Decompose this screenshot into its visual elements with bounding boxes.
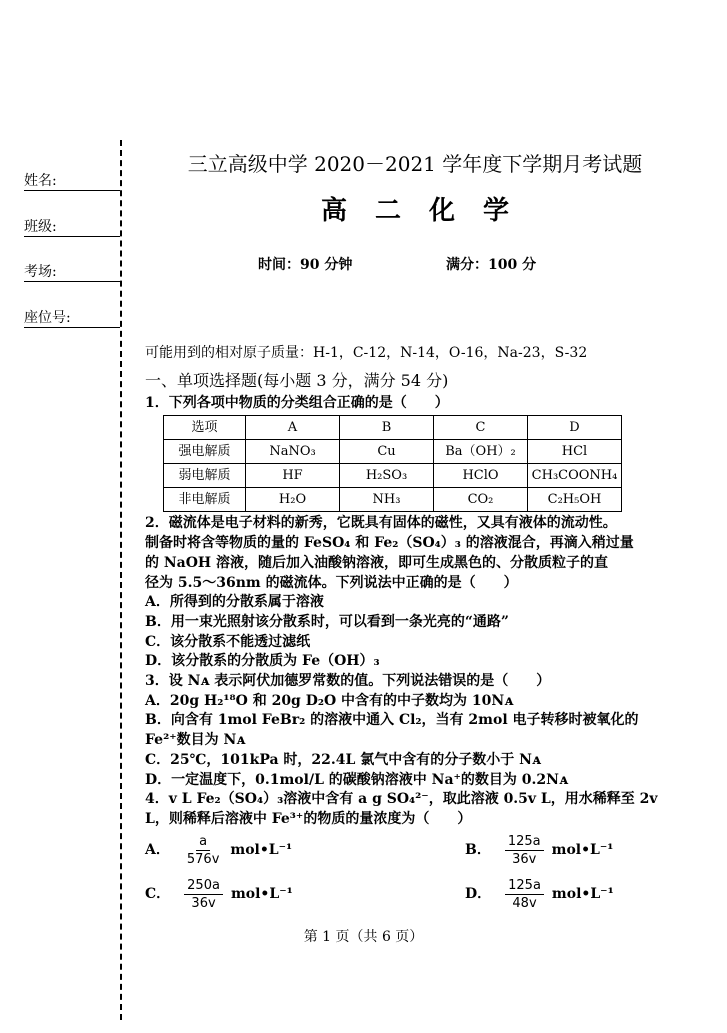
question-3-line: D．一定温度下，0.1mol/L 的碳酸钠溶液中 Na⁺的数目为 0.2Nᴀ <box>145 771 568 788</box>
full-score: 满分：100 分 <box>446 257 537 273</box>
table-cell: NH₃ <box>340 488 434 512</box>
question-3-line: 3．设 Nᴀ 表示阿伏加德罗常数的值。下列说法错误的是（ ） <box>145 673 551 690</box>
class-field: 班级: <box>24 220 120 237</box>
fraction <box>505 878 544 913</box>
table-cell: 弱电解质 <box>164 464 246 488</box>
question-3-line: Fe²⁺数目为 Nᴀ <box>145 732 246 749</box>
table-cell: NaNO₃ <box>246 440 340 464</box>
table-cell: HClO <box>434 464 528 488</box>
relative-atomic-masses: 可能用到的相对原子质量：H-1，C-12，N-14，O-16，Na-23，S-32 <box>145 345 588 361</box>
question-2-option: B．用一束光照射该分散系时，可以看到一条光亮的“通路” <box>145 613 509 630</box>
question-3-line: A．20g H₂¹⁸O 和 20g D₂O 中含有的中子数均为 10Nᴀ <box>145 692 514 709</box>
question-2-line: 制备时将含等物质的量的 FeSO₄ 和 Fe₂（SO₄）₃ 的溶液混合，再滴入稍过量 <box>145 535 634 552</box>
seat-number-field: 座位号: <box>24 311 120 328</box>
page-footer: 第 1 页（共 6 页） <box>303 929 424 945</box>
question-3-line: B．向含有 1mol FeBr₂ 的溶液中通入 Cl₂，当有 2mol 电子转移时被氧化的 <box>145 712 639 729</box>
fraction-numerator: 125a <box>505 878 544 895</box>
fraction-numerator: 250a <box>184 878 223 895</box>
exam-time: 时间：90 分钟 <box>258 257 353 273</box>
table-cell: CH₃COONH₄ <box>528 464 622 488</box>
table-cell: D <box>528 416 622 440</box>
fraction-denominator: 36v <box>191 895 216 911</box>
table-cell: H₂O <box>246 488 340 512</box>
table-cell: Cu <box>340 440 434 464</box>
question-2-line: 径为 5.5～36nm 的磁流体。下列说法中正确的是（ ） <box>145 574 518 591</box>
question-4-option <box>145 878 293 913</box>
exam-content <box>145 344 658 928</box>
option-label: D． <box>465 886 492 903</box>
option-label: A． <box>145 842 170 859</box>
fraction-numerator: a <box>196 834 210 851</box>
table-cell: 强电解质 <box>164 440 246 464</box>
unit: mol•L⁻¹ <box>551 842 614 859</box>
question-2-option: D．该分散系的分散质为 Fe（OH）₃ <box>145 653 380 670</box>
table-row <box>164 488 622 512</box>
question-3-line: C．25℃，101kPa 时，22.4L 氯气中含有的分子数小于 Nᴀ <box>145 751 541 768</box>
binding-margin-line <box>120 140 122 1020</box>
question-4-option <box>145 834 292 869</box>
unit: mol•L⁻¹ <box>230 886 293 903</box>
table-row <box>164 416 622 440</box>
name-field: 姓名: <box>24 174 120 191</box>
table-cell: C <box>434 416 528 440</box>
table-cell: 选项 <box>164 416 246 440</box>
table-cell: 非电解质 <box>164 488 246 512</box>
question-4-option <box>465 834 613 869</box>
exam-title: 三立高级中学 2020－2021 学年度下学期月考试题 <box>187 152 643 176</box>
table-cell: HF <box>246 464 340 488</box>
question-4-option <box>465 878 614 913</box>
table-cell: CO₂ <box>434 488 528 512</box>
table-cell: C₂H₅OH <box>528 488 622 512</box>
fraction <box>184 834 223 869</box>
unit: mol•L⁻¹ <box>551 886 614 903</box>
table-cell: H₂SO₃ <box>340 464 434 488</box>
question-2-line: 2．磁流体是电子材料的新秀，它既具有固体的磁性，又具有液体的流动性。 <box>145 515 617 532</box>
section-heading: 一、单项选择题(每小题 3 分，满分 54 分) <box>145 370 449 390</box>
table-cell: Ba（OH）₂ <box>434 440 528 464</box>
exam-room-field: 考场: <box>24 265 120 282</box>
table-row <box>164 464 622 488</box>
option-label: C． <box>145 886 171 903</box>
fraction-denominator: 576v <box>186 851 220 867</box>
fraction <box>184 878 223 913</box>
table-cell: HCl <box>528 440 622 464</box>
question-1-table <box>163 415 622 512</box>
question-1-stem: 1．下列各项中物质的分类组合正确的是（ ） <box>145 394 449 411</box>
table-cell: A <box>246 416 340 440</box>
question-4-options <box>145 832 650 928</box>
fraction <box>505 834 544 869</box>
question-4-line: 4．v L Fe₂（SO₄）₃溶液中含有 a g SO₄²⁻，取此溶液 0.5v L，用水稀释至 2v <box>145 791 658 808</box>
fraction-denominator: 36v <box>512 851 537 867</box>
fraction-numerator: 125a <box>505 834 544 851</box>
question-4-line: L，则稀释后溶液中 Fe³⁺的物质的量浓度为（ ） <box>145 810 472 827</box>
subject-title: 高二化学 <box>320 196 537 226</box>
fraction-denominator: 48v <box>512 895 537 911</box>
option-label: B． <box>465 842 491 859</box>
question-2-line: 的 NaOH 溶液，随后加入油酸钠溶液，即可生成黑色的、分散质粒子的直 <box>145 554 609 571</box>
table-cell: B <box>340 416 434 440</box>
unit: mol•L⁻¹ <box>230 842 293 859</box>
table-row <box>164 440 622 464</box>
question-2-option: C．该分散系不能透过滤纸 <box>145 633 311 650</box>
question-2-option: A．所得到的分散系属于溶液 <box>145 594 324 611</box>
